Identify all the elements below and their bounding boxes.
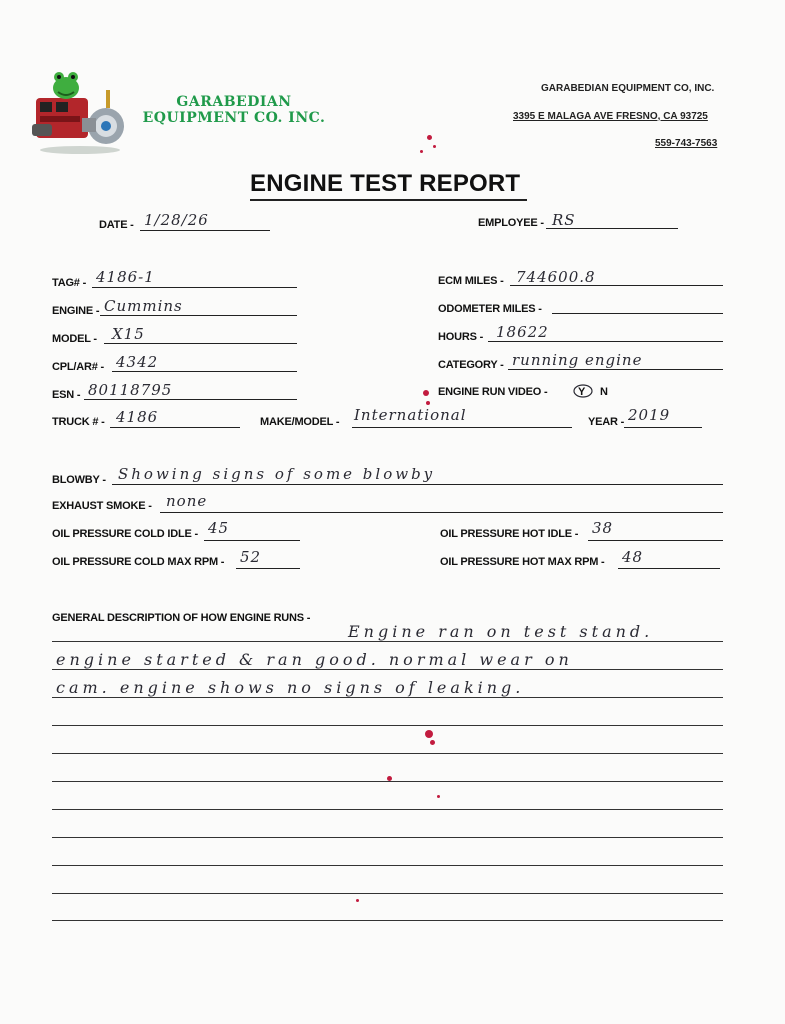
title-underline (250, 199, 527, 201)
oil-cold-max-line (236, 568, 300, 569)
year-label: YEAR - (588, 416, 625, 428)
company-name: GARABEDIAN EQUIPMENT CO, INC. (541, 83, 715, 94)
category-value[interactable]: running engine (512, 351, 643, 369)
exhaust-label: EXHAUST SMOKE - (52, 500, 152, 512)
tag-line (92, 287, 297, 288)
oil-cold-idle-line (204, 540, 300, 541)
year-line (624, 427, 702, 428)
page-title: ENGINE TEST REPORT (250, 170, 521, 197)
engine-line (100, 315, 297, 316)
cpl-line (112, 371, 297, 372)
odometer-line (552, 313, 723, 314)
company-phone: 559-743-7563 (655, 138, 718, 149)
oil-hot-idle-label: OIL PRESSURE HOT IDLE - (440, 528, 579, 540)
ink-speck (426, 401, 430, 405)
engine-frog-logo-icon (30, 62, 130, 158)
description-rule (52, 641, 723, 642)
description-rule (52, 725, 723, 726)
blowby-label: BLOWBY - (52, 474, 106, 486)
blowby-line (112, 484, 723, 485)
company-address: 3395 E MALAGA AVE FRESNO, CA 93725 (513, 111, 708, 122)
truck-value[interactable]: 4186 (116, 408, 159, 426)
ink-speck (420, 150, 423, 153)
date-line (140, 230, 270, 231)
esn-line (84, 399, 297, 400)
date-label: DATE - (99, 219, 134, 231)
make-model-value[interactable]: International (354, 406, 467, 424)
blowby-value[interactable]: Showing signs of some blowby (118, 465, 436, 483)
truck-label: TRUCK # - (52, 416, 105, 428)
cpl-label: CPL/AR# - (52, 361, 104, 373)
description-rule (52, 753, 723, 754)
employee-line (546, 228, 678, 229)
cpl-value[interactable]: 4342 (116, 353, 159, 371)
category-label: CATEGORY - (438, 359, 504, 371)
tag-label: TAG# - (52, 277, 87, 289)
description-rule (52, 837, 723, 838)
hours-line (488, 341, 723, 342)
hours-value[interactable]: 18622 (496, 323, 549, 341)
engine-value[interactable]: Cummins (104, 297, 183, 315)
description-line-2[interactable]: engine started & ran good. normal wear on (56, 650, 573, 669)
oil-hot-max-line (618, 568, 720, 569)
model-value[interactable]: X15 (112, 325, 145, 343)
make-model-label: MAKE/MODEL - (260, 416, 340, 428)
description-rule (52, 697, 723, 698)
oil-cold-max-value[interactable]: 52 (240, 548, 262, 566)
esn-value[interactable]: 80118795 (88, 381, 173, 399)
esn-label: ESN - (52, 389, 81, 401)
tag-value[interactable]: 4186-1 (96, 268, 155, 286)
make-model-line (352, 427, 572, 428)
description-rule (52, 865, 723, 866)
description-line-3[interactable]: cam. engine shows no signs of leaking. (56, 678, 525, 697)
run-video-yes[interactable]: Y (578, 386, 586, 398)
run-video-label: ENGINE RUN VIDEO - (438, 386, 548, 398)
category-line (508, 369, 723, 370)
description-rule (52, 669, 723, 670)
logo-line2: EQUIPMENT CO. INC. (142, 110, 326, 126)
oil-hot-max-label: OIL PRESSURE HOT MAX RPM - (440, 556, 605, 568)
ink-speck (437, 795, 440, 798)
oil-hot-max-value[interactable]: 48 (622, 548, 644, 566)
employee-label: EMPLOYEE - (478, 217, 544, 229)
engine-label: ENGINE - (52, 305, 100, 317)
oil-cold-idle-label: OIL PRESSURE COLD IDLE - (52, 528, 198, 540)
year-value[interactable]: 2019 (628, 406, 671, 424)
run-video-no[interactable]: N (600, 386, 608, 398)
oil-hot-idle-line (588, 540, 723, 541)
oil-cold-idle-value[interactable]: 45 (208, 519, 230, 537)
logo-wordmark (134, 94, 334, 126)
ink-speck (423, 390, 429, 396)
description-line-1[interactable]: Engine ran on test stand. (348, 622, 654, 641)
ecm-miles-value[interactable]: 744600.8 (516, 268, 596, 286)
ecm-miles-label: ECM MILES - (438, 275, 504, 287)
ink-speck (387, 776, 392, 781)
employee-value[interactable]: RS (552, 211, 576, 229)
ink-speck (425, 730, 433, 738)
ink-speck (430, 740, 435, 745)
description-rule (52, 809, 723, 810)
ecm-miles-line (510, 285, 723, 286)
hours-label: HOURS - (438, 331, 484, 343)
exhaust-value[interactable]: none (166, 492, 208, 510)
description-rule (52, 893, 723, 894)
logo-line1: GARABEDIAN (176, 94, 292, 110)
oil-cold-max-label: OIL PRESSURE COLD MAX RPM - (52, 556, 225, 568)
date-value[interactable]: 1/28/26 (144, 211, 209, 229)
circle-mark-icon (572, 383, 594, 399)
ink-speck (433, 145, 436, 148)
model-line (104, 343, 297, 344)
exhaust-line (160, 512, 723, 513)
odometer-label: ODOMETER MILES - (438, 303, 542, 315)
truck-line (110, 427, 240, 428)
ink-speck (427, 135, 432, 140)
oil-hot-idle-value[interactable]: 38 (592, 519, 614, 537)
description-rule (52, 920, 723, 921)
description-rule (52, 781, 723, 782)
company-logo (30, 62, 330, 158)
model-label: MODEL - (52, 333, 97, 345)
ink-speck (356, 899, 359, 902)
description-label: GENERAL DESCRIPTION OF HOW ENGINE RUNS - (52, 612, 311, 624)
